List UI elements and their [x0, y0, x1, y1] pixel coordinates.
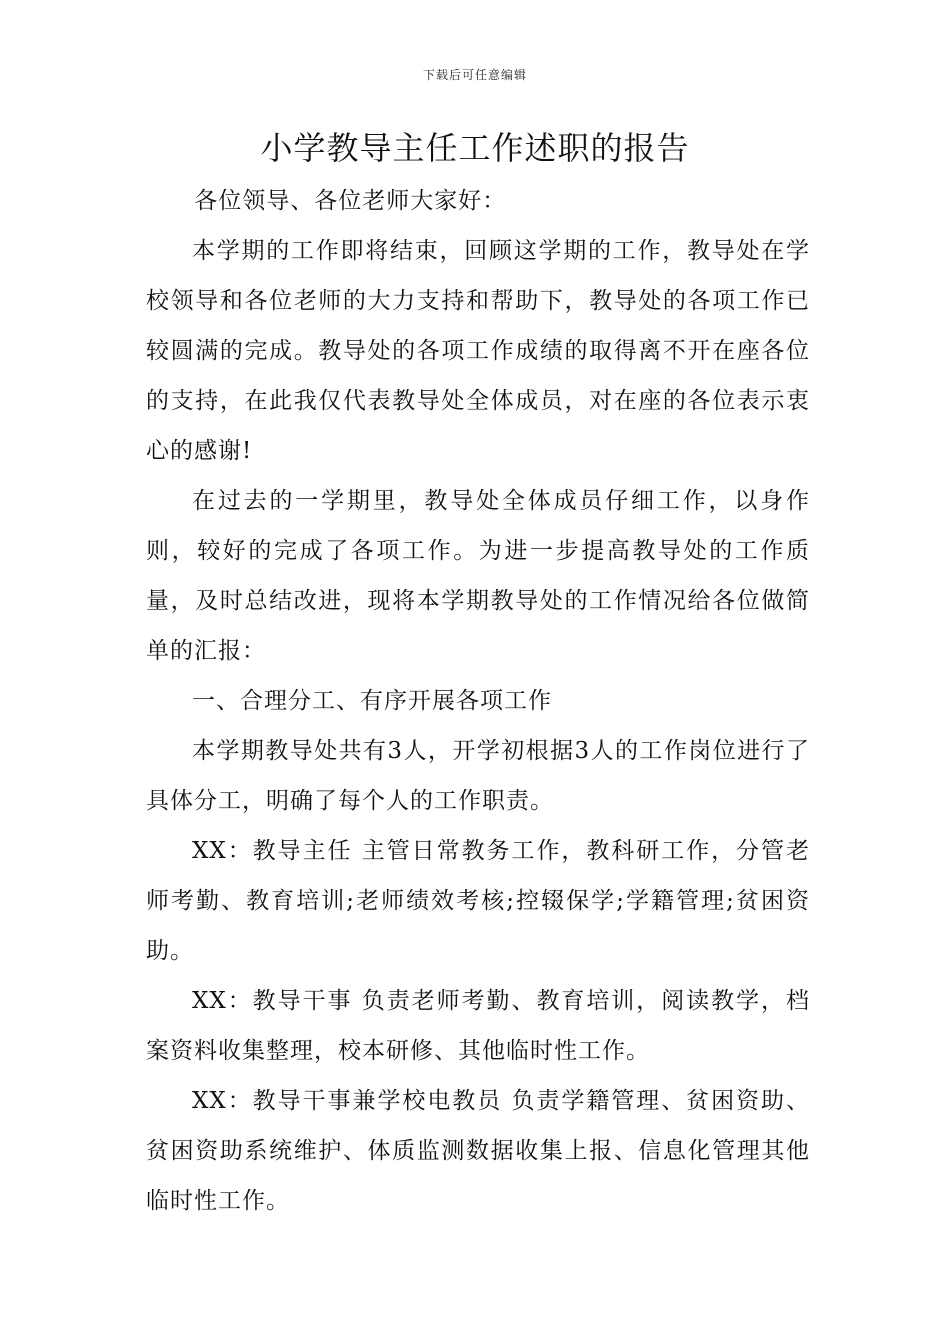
paragraph-role-officer-it: XX：教导干事兼学校电教员 负责学籍管理、贫困资助、贫困资助系统维护、体质监测数据收集上报、信息化管理其他临时性工作。 [146, 1088, 810, 1214]
paragraph-intro: 本学期的工作即将结束，回顾这学期的工作，教导处在学校领导和各位老师的大力支持和帮助下，教导处的各项工作已较圆满的完成。教导处的各项工作成绩的取得离不开在座各位的支持，在此我仅代表教导处全体成员，对在座的各位表示衷心的感谢! [146, 238, 810, 464]
paragraph-summary: 在过去的一学期里，教导处全体成员仔细工作，以身作则，较好的完成了各项工作。为进一步提高教导处的工作质量，及时总结改进，现将本学期教导处的工作情况给各位做简单的汇报： [146, 488, 810, 664]
paragraph-staffing: 本学期教导处共有3人，开学初根据3人的工作岗位进行了具体分工，明确了每个人的工作职责。 [146, 738, 810, 814]
document-title: 小学教导主任工作述职的报告 [260, 129, 690, 167]
section-heading-1: 一、合理分工、有序开展各项工作 [192, 688, 552, 714]
header-note: 下载后可任意编辑 [422, 68, 527, 82]
paragraph-greeting: 各位领导、各位老师大家好： [194, 188, 507, 214]
document-body [146, 176, 810, 1226]
paragraph-role-officer: XX：教导干事 负责老师考勤、教育培训，阅读教学，档案资料收集整理，校本研修、其他临时性工作。 [146, 988, 810, 1064]
paragraph-role-director: XX：教导主任 主管日常教务工作，教科研工作，分管老师考勤、教育培训;老师绩效考核;控辍保学;学籍管理;贫困资助。 [146, 838, 810, 964]
